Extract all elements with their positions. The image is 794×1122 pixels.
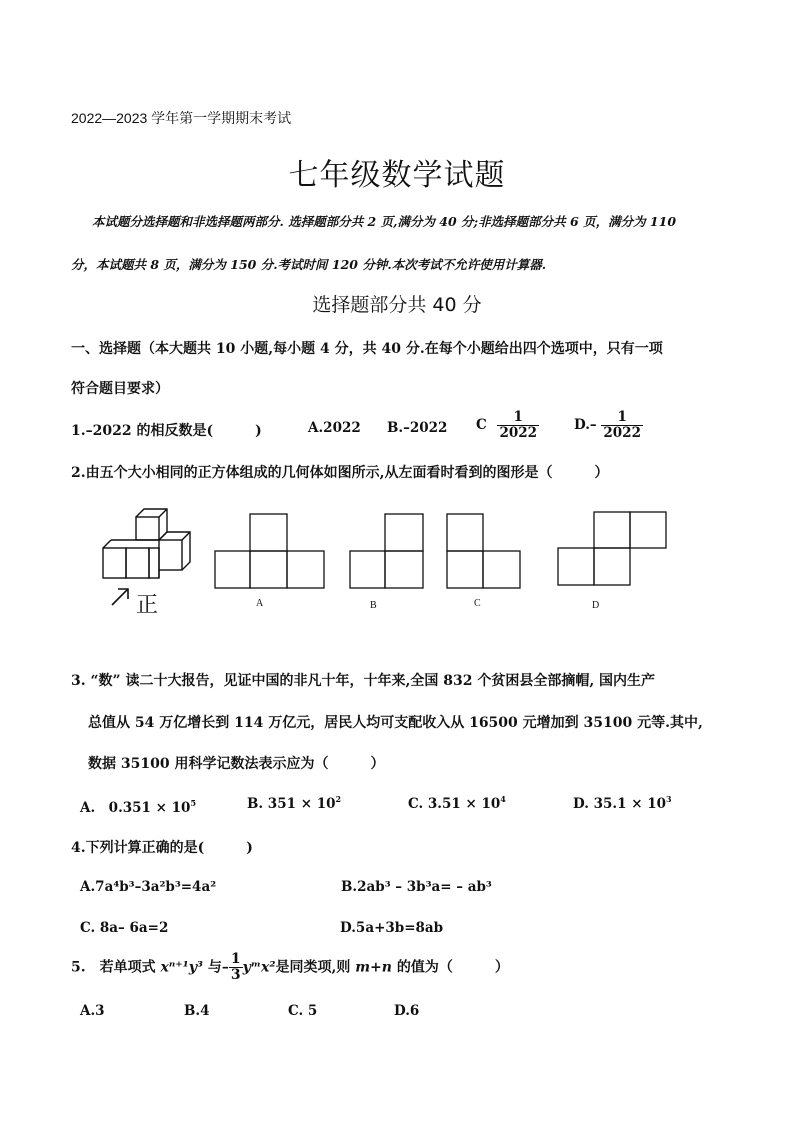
q1-stem: 1.–2022 的相反数是( ) [71, 423, 262, 439]
option-a-label: A [256, 598, 264, 609]
option-a-figure [214, 513, 326, 589]
q5-option-a: A.3 [80, 1003, 105, 1019]
q5-term-1: xⁿ⁺¹y³ [160, 959, 204, 976]
part1-instructions-line-1: 一、选择题（本大题共 10 小题,每小题 4 分，共 40 分.在每个小题给出四个选项中，只有一项 [71, 341, 663, 357]
q3-c-base: C. 3.51 × 10 [408, 796, 501, 812]
q4-stem: 4.下列计算正确的是( ) [71, 840, 253, 856]
option-b-label: B [370, 600, 377, 611]
q5-term-2: yᵐx² [242, 959, 276, 976]
q3-a-base: A. 0.351 × 10 [80, 800, 191, 816]
q1-option-d-prefix: D.– [574, 417, 597, 433]
exam-header: 2022—2023 学年第一学期期末考试 [71, 110, 292, 126]
q1-option-d-fraction [601, 410, 643, 441]
q4-option-d: D.5a+3b=8ab [340, 920, 444, 936]
q1-option-b: B.–2022 [387, 420, 448, 436]
q5-denominator: 3 [230, 967, 241, 983]
option-c-label: C [474, 598, 481, 609]
q5-numerator: 1 [230, 951, 241, 967]
q1-c-numerator: 1 [497, 410, 539, 426]
q3-option-c [408, 796, 506, 812]
q1-d-numerator: 1 [601, 410, 643, 426]
intro-line-1: 本试题分选择题和非选择题两部分. 选择题部分共 2 页,满分为 40 分;非选择题部分共 6 页，满分为 110 [92, 214, 677, 229]
q3-d-base: D. 35.1 × 10 [573, 796, 667, 812]
q5-minus-sign: – [221, 959, 229, 976]
part1-instructions-line-2: 符合题目要求） [71, 381, 169, 397]
q3-line-3: 数据 35100 用科学记数法表示应为（ ） [88, 756, 385, 772]
q4-option-a: A.7a⁴b³–3a²b³=4a² [80, 879, 217, 895]
option-c-figure [446, 513, 522, 589]
q1-option-c-prefix: C [476, 417, 487, 433]
q5-fraction [229, 952, 243, 983]
q4-option-b: B.2ab³ – 3b³a= – ab³ [341, 879, 492, 895]
section-title: 选择题部分共 40 分 [312, 294, 482, 316]
q1-c-denominator: 2022 [499, 425, 538, 441]
q1-option-d [574, 410, 643, 441]
front-label: 正 [136, 593, 159, 618]
intro-line-2: 分，本试题共 8 页，满分为 150 分.考试时间 120 分钟.本次考试不允许使用计算器. [71, 257, 547, 272]
q3-line-1: 3. “数” 读二十大报告，见证中国的非凡十年，十年来,全国 832 个贫困县全部摘帽, 国内生产 [71, 673, 656, 689]
q1-option-c [476, 410, 539, 441]
q5-connector: 与 [207, 959, 222, 976]
q5-suffix: 是同类项,则 [275, 959, 351, 976]
q1-option-a: A.2022 [308, 420, 361, 436]
q3-a-exponent: 5 [190, 798, 197, 808]
q5-tail: 的值为（ ） [396, 959, 509, 976]
q1-d-denominator: 2022 [603, 425, 641, 441]
q5-prefix: 5. 若单项式 [71, 959, 156, 976]
q3-option-b [247, 796, 341, 812]
option-b-figure [349, 513, 425, 589]
q3-b-exponent: 2 [335, 794, 342, 804]
q3-b-base: B. 351 × 10 [247, 796, 336, 812]
q5-option-c: C. 5 [288, 1003, 318, 1019]
q5-expression: m+n [355, 959, 392, 976]
q3-c-exponent: 4 [500, 794, 506, 804]
q2-stem: 2.由五个大小相同的正方体组成的几何体如图所示,从左面看时看到的图形是（ ） [71, 465, 609, 481]
q5-stem [71, 952, 509, 983]
view-arrow-icon [112, 589, 128, 605]
option-d-label: D [592, 600, 600, 611]
q1-option-c-fraction [497, 410, 539, 441]
q3-d-exponent: 3 [666, 794, 672, 804]
page-title: 七年级数学试题 [288, 158, 506, 193]
q5-option-d: D.6 [394, 1003, 420, 1019]
q3-option-a [80, 796, 196, 816]
q3-line-2: 总值从 54 万亿增长到 114 万亿元，居民人均可支配收入从 16500 元增加到 35100 元等.其中, [88, 715, 703, 731]
q3-option-d [573, 796, 672, 812]
option-d-figure [557, 511, 669, 591]
q4-option-c: C. 8a– 6a=2 [80, 920, 169, 936]
q5-option-b: B.4 [184, 1003, 210, 1019]
